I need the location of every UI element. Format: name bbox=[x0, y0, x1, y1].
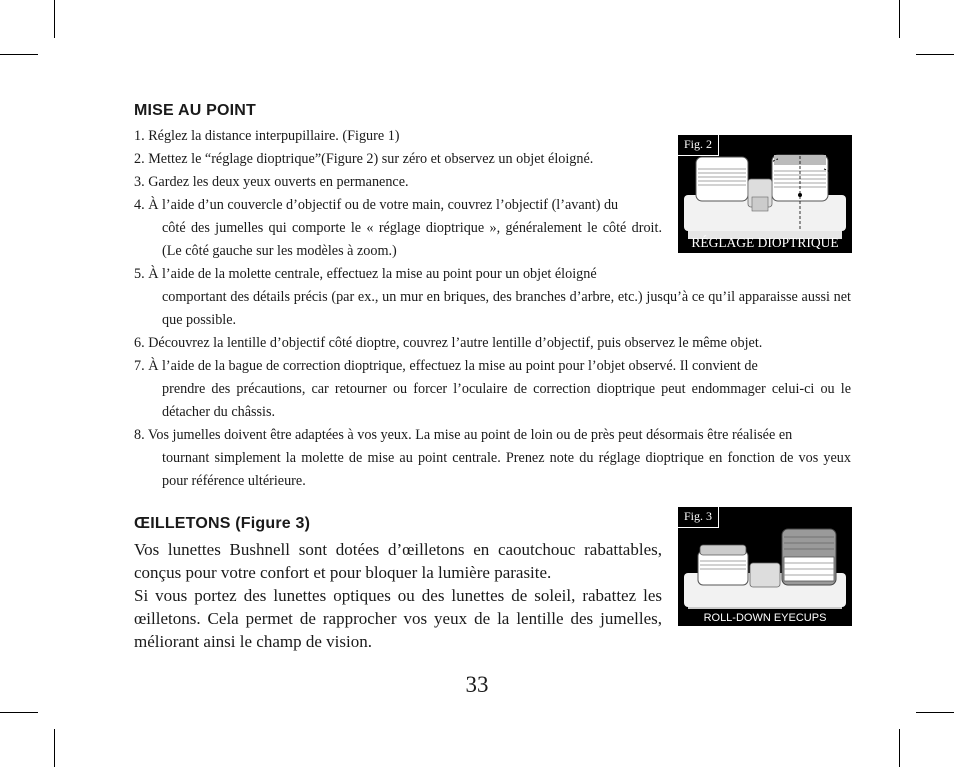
eyecups-paragraph-1: Vos lunettes Bushnell sont dotées d’œilletons en caoutchouc rabattables, conçus pour votre confort et pour bloquer la lumière parasite. bbox=[134, 540, 662, 582]
step-7-continued: prendre des précautions, car retourner ou forcer l’oculaire de correction dioptrique peut endommager celui-ci ou le détacher du châssis. bbox=[162, 381, 851, 420]
crop-mark bbox=[916, 54, 954, 55]
crop-mark bbox=[0, 712, 38, 713]
figure-3-eyecups bbox=[678, 507, 852, 626]
figure-3-tag: Fig. 3 bbox=[678, 507, 719, 528]
step-6: 6. Découvrez la lentille d’objectif côté dioptre, couvrez l’autre lentille d’objectif, puis observez le même objet. bbox=[134, 335, 763, 351]
step-7 bbox=[134, 355, 851, 424]
page-number: 33 bbox=[465, 672, 489, 697]
step-8 bbox=[134, 424, 851, 493]
crop-mark bbox=[899, 729, 900, 767]
crop-mark bbox=[0, 54, 38, 55]
step-5-continued: comportant des détails précis (par ex., un mur en briques, des branches d’arbre, etc.) jusqu’à ce qu’il apparaisse aussi net que possible. bbox=[162, 289, 851, 328]
crop-mark bbox=[899, 0, 900, 38]
step-4-continued: côté des jumelles qui comporte le « réglage dioptrique », généralement le côté droit. (Le côté gauche sur les modèles à zoom.) bbox=[162, 220, 662, 259]
figure-3-caption: ROLL-DOWN EYECUPS bbox=[703, 612, 827, 624]
section-title-focus: MISE AU POINT bbox=[134, 102, 257, 119]
step-8-line: 8. Vos jumelles doivent être adaptées à vos yeux. La mise au point de loin ou de près peut désormais être réalisée en bbox=[134, 427, 793, 443]
step-5: 5. À l’aide de la molette centrale, effectuez la mise au point pour un objet éloigné bbox=[134, 266, 597, 282]
step-3: 3. Gardez les deux yeux ouverts en permanence. bbox=[134, 174, 409, 190]
figure-2-tag: Fig. 2 bbox=[678, 135, 719, 156]
crop-mark bbox=[54, 0, 55, 38]
step-1: 1. Réglez la distance interpupillaire. (Figure 1) bbox=[134, 128, 400, 144]
figure-2-caption: RÉGLAGE DIOPTRIQUE bbox=[691, 235, 839, 250]
eyecups-paragraph-2: Si vous portez des lunettes optiques ou des lunettes de soleil, rabattez les œilletons. Cela permet de rapprocher vos yeux de la lentille des jumelles, méliorant ainsi le champ de vision. bbox=[134, 586, 662, 651]
crop-mark bbox=[54, 729, 55, 767]
step-2: 2. Mettez le “réglage dioptrique”(Figure 2) sur zéro et observez un objet éloigné. bbox=[134, 151, 594, 167]
step-4 bbox=[134, 194, 662, 263]
crop-mark bbox=[916, 712, 954, 713]
section-title-eyecups: ŒILLETONS (Figure 3) bbox=[134, 515, 311, 532]
step-4-line: 4. À l’aide d’un couvercle d’objectif ou de votre main, couvrez l’objectif (l’avant) du bbox=[134, 197, 619, 213]
step-7-line: 7. À l’aide de la bague de correction dioptrique, effectuez la mise au point pour l’objet observé. Il convient de bbox=[134, 358, 758, 374]
step-8-continued: tournant simplement la molette de mise au point centrale. Prenez note du réglage dioptrique en fonction de vos yeux pour référence ultérieure. bbox=[162, 450, 851, 489]
figure-2-diopter bbox=[678, 135, 852, 253]
